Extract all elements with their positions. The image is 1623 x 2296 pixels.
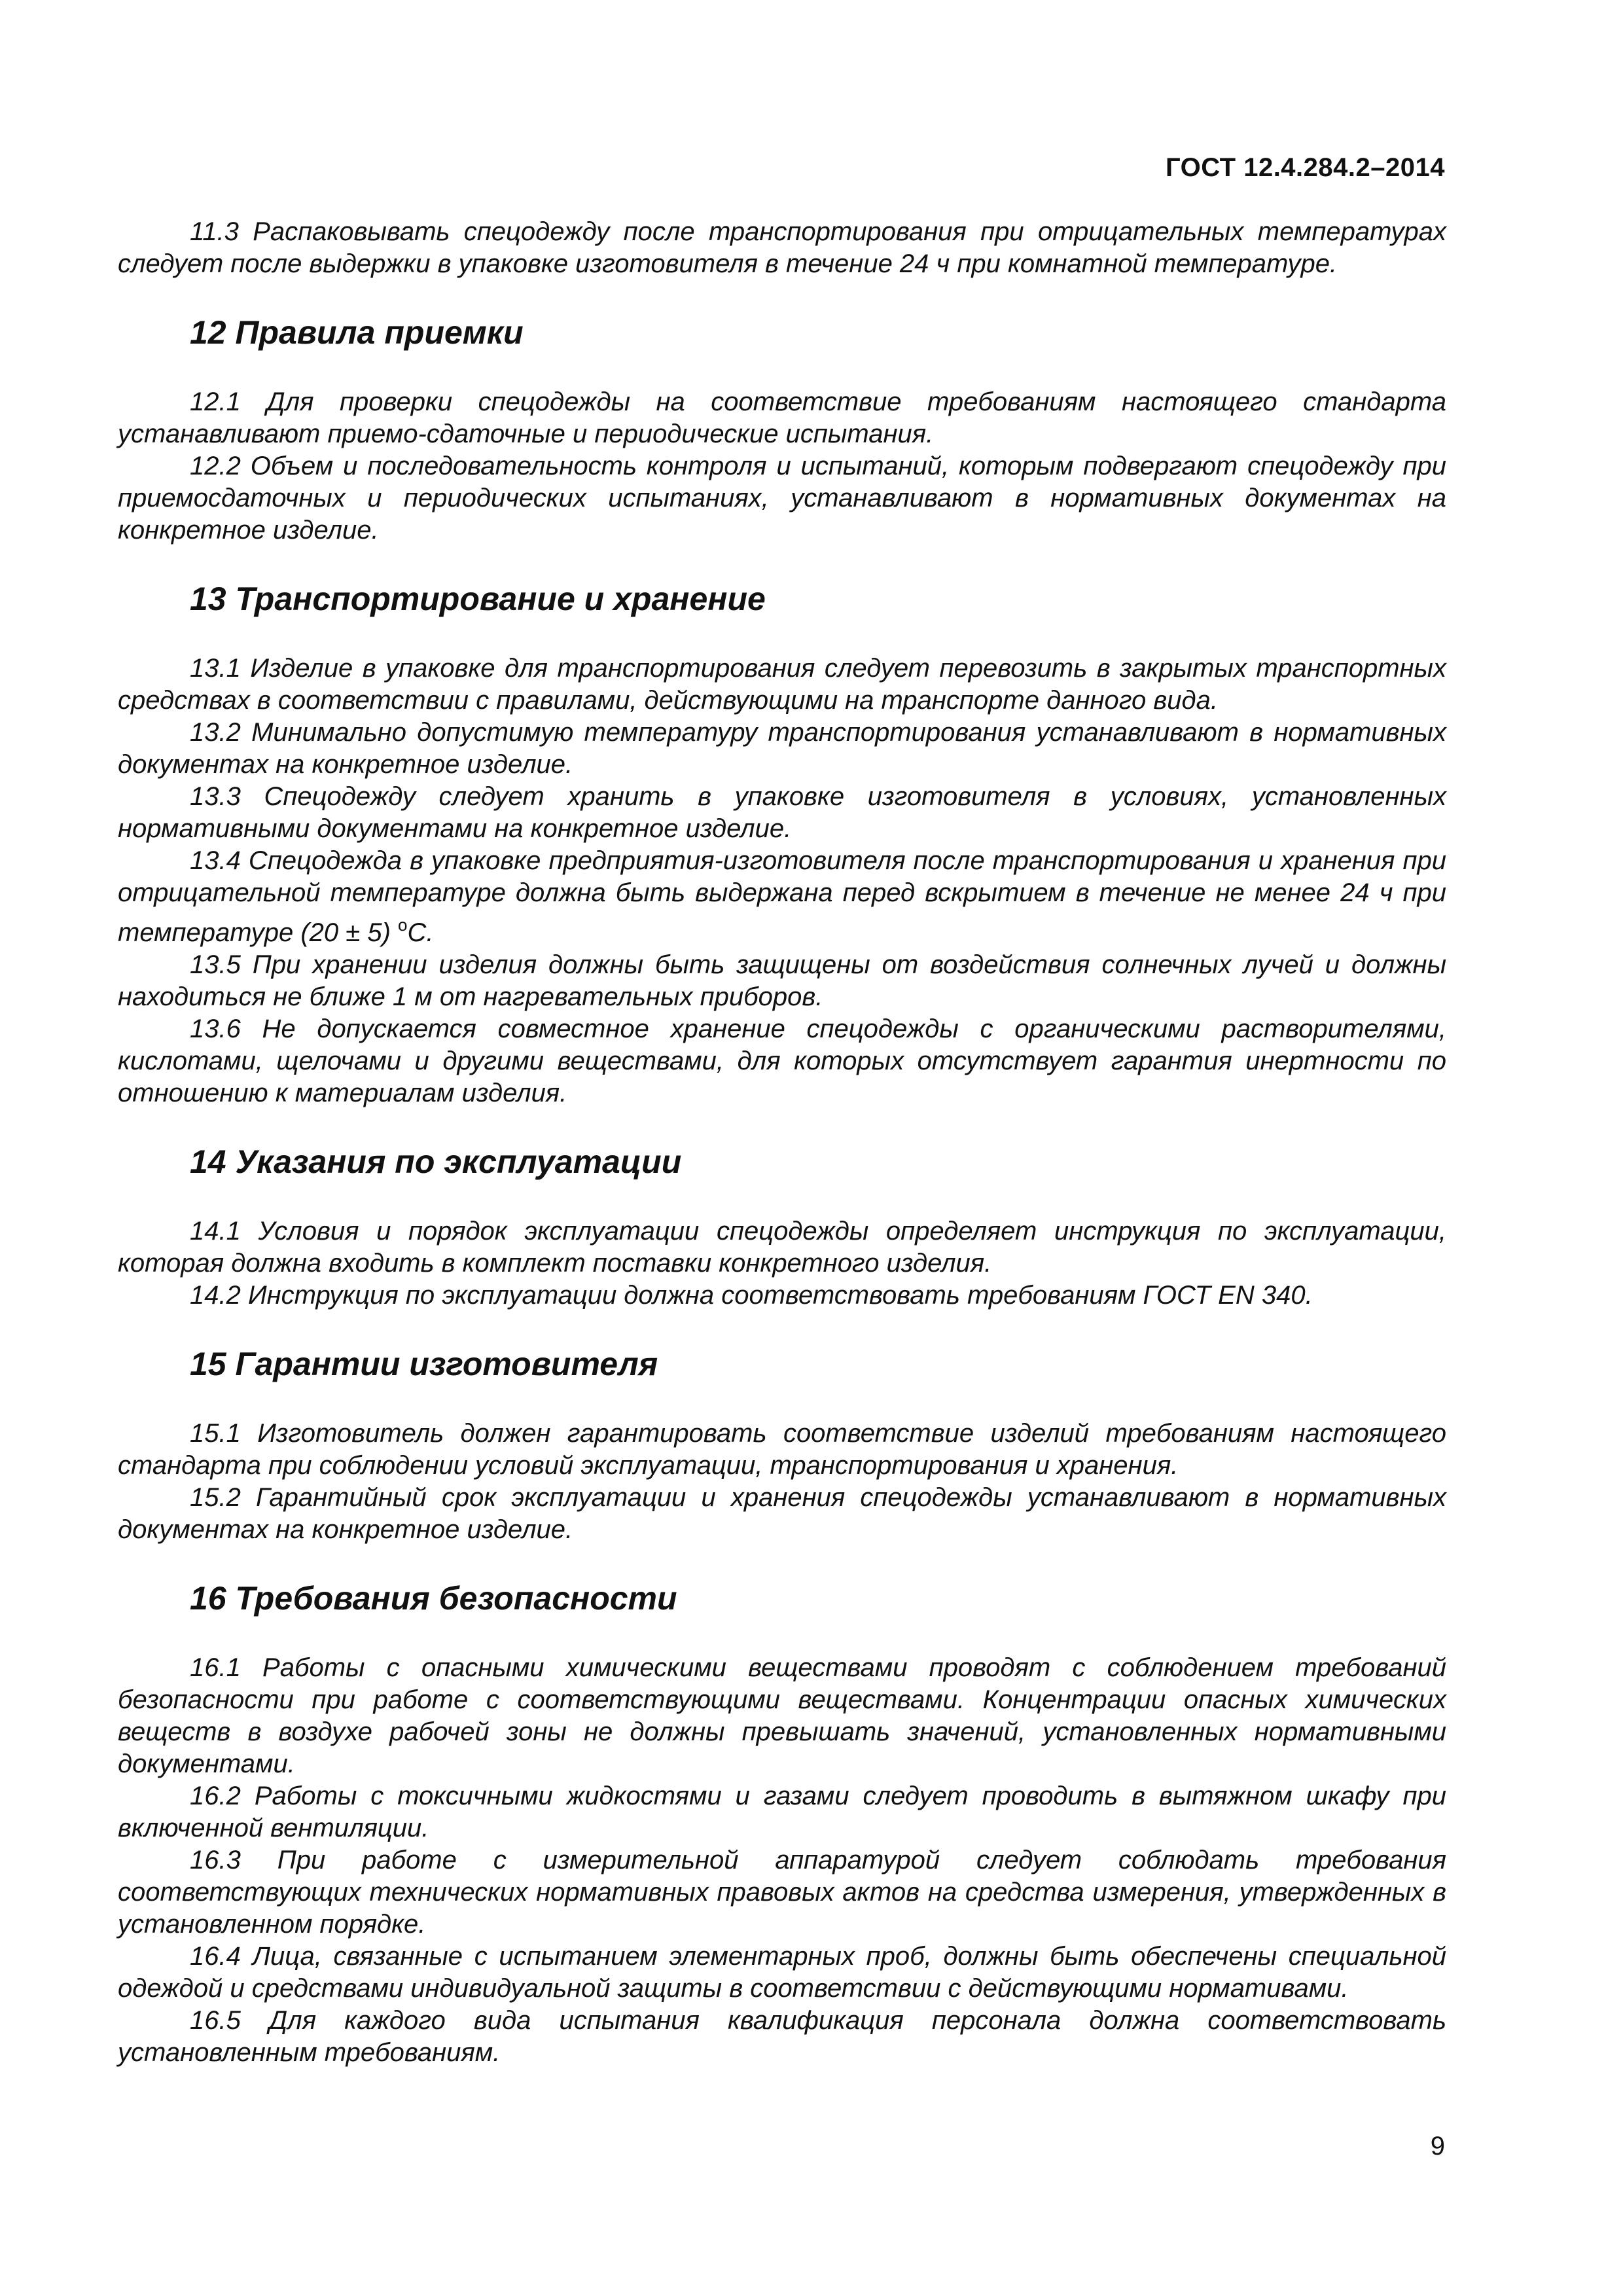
paragraph-12-2: 12.2 Объем и последовательность контроля и испытаний, которым подвергают спецодежду при приемосдаточных и периодических испытаниях, устанавливают в нормативных документах на конкретное изделие. xyxy=(118,452,1446,545)
paragraph-15-1: 15.1 Изготовитель должен гарантировать соответствие изделий требованиям настоящего стандарта при соблюдении условий эксплуатации, транспортирования и хранения. xyxy=(118,1419,1446,1480)
section-15 xyxy=(118,1344,1446,1546)
document-code-header: ГОСТ 12.4.284.2–2014 xyxy=(1166,153,1445,182)
paragraph-16-5: 16.5 Для каждого вида испытания квалификация персонала должна соответствовать установленным требованиям. xyxy=(118,2006,1446,2067)
paragraph-14-2: 14.2 Инструкция по эксплуатации должна соответствовать требованиям ГОСТ EN 340. xyxy=(190,1281,1313,1310)
paragraph-16-3: 16.3 При работе с измерительной аппаратурой следует соблюдать требования соответствующих технических нормативных правовых актов на средства измерения, утвержденных в установленном порядке. xyxy=(118,1846,1446,1939)
paragraph-14-1: 14.1 Условия и порядок эксплуатации спецодежды определяет инструкция по эксплуатации, которая должна входить в комплект поставки конкретного изделия. xyxy=(118,1217,1446,1278)
section-13 xyxy=(118,579,1446,1109)
section-title-14: 14 Указания по эксплуатации xyxy=(190,1143,682,1180)
paragraph-16-1: 16.1 Работы с опасными химическими веществами проводят с соблюдением требований безопасности при работе с соответствующими веществами. Концентрации опасных химических веществ в воздухе рабочей зоны не должны превышать значений, установленных нормативными документами. xyxy=(118,1653,1446,1778)
paragraph-16-4: 16.4 Лица, связанные с испытанием элементарных проб, должны быть обеспечены специальной одеждой и средствами индивидуальной защиты в соответствии с действующими нормативами. xyxy=(118,1942,1446,2003)
degree-symbol: o xyxy=(398,915,408,935)
section-14 xyxy=(118,1142,1446,1312)
section-16 xyxy=(118,1579,1446,2069)
paragraph-13-1: 13.1 Изделие в упаковке для транспортирования следует перевозить в закрытых транспортных средствах в соответствии с правилами, действующими на транспорте данного вида. xyxy=(118,654,1446,715)
paragraph-13-3: 13.3 Спецодежду следует хранить в упаковке изготовителя в условиях, установленных нормативными документами на конкретное изделие. xyxy=(118,782,1446,843)
page-number: 9 xyxy=(1430,2132,1445,2161)
section-title-12: 12 Правила приемки xyxy=(190,314,524,351)
paragraph-16-2: 16.2 Работы с токсичными жидкостями и газами следует проводить в вытяжном шкафу при включенной вентиляции. xyxy=(118,1782,1446,1842)
degree-unit: С. xyxy=(407,918,434,947)
paragraph-15-2: 15.2 Гарантийный срок эксплуатации и хранения спецодежды устанавливают в нормативных документах на конкретное изделие. xyxy=(118,1483,1446,1544)
section-title-15: 15 Гарантии изготовителя xyxy=(190,1346,658,1382)
paragraph-13-4-text: 13.4 Спецодежда в упаковке предприятия-изготовителя после транспортирования и хранения при отрицательной температуре должна быть выдержана перед вскрытием в течение не менее 24 ч при температуре (20 ± 5) xyxy=(118,846,1446,947)
paragraph-13-6: 13.6 Не допускается совместное хранение спецодежды с органическими растворителями, кислотами, щелочами и другими веществами, для которых отсутствует гарантия инертности по отношению к материалам изделия. xyxy=(118,1014,1446,1107)
document-body xyxy=(118,216,1446,2069)
paragraph-13-4 xyxy=(118,845,1446,949)
section-12 xyxy=(118,313,1446,547)
paragraph-12-1: 12.1 Для проверки спецодежды на соответствие требованиям настоящего стандарта устанавливают приемо-сдаточные и периодические испытания. xyxy=(118,387,1446,448)
paragraph-13-2: 13.2 Минимально допустимую температуру транспортирования устанавливают в нормативных документах на конкретное изделие. xyxy=(118,718,1446,779)
paragraph-13-5: 13.5 При хранении изделия должны быть защищены от воздействия солнечных лучей и должны находиться не ближе 1 м от нагревательных приборов. xyxy=(118,950,1446,1011)
paragraph-11-3: 11.3 Распаковывать спецодежду после транспортирования при отрицательных температурах следует после выдержки в упаковке изготовителя в течение 24 ч при комнатной температуре. xyxy=(118,217,1446,278)
section-title-16: 16 Требования безопасности xyxy=(190,1580,677,1617)
section-title-13: 13 Транспортирование и хранение xyxy=(190,581,766,617)
